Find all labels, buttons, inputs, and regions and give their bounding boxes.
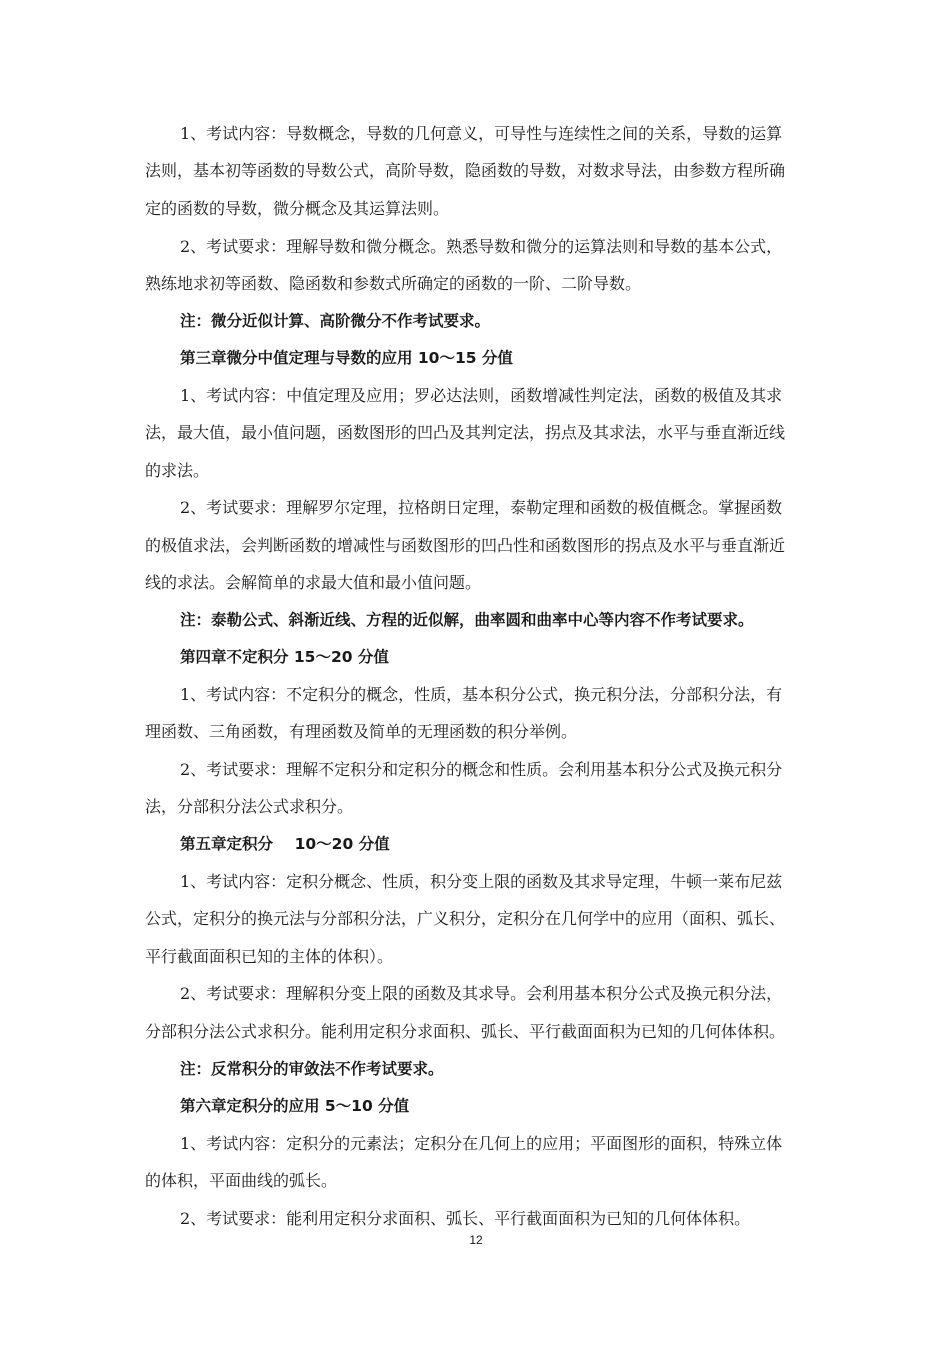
- note-line: 注：微分近似计算、高阶微分不作考试要求。: [180, 312, 491, 330]
- paragraph-line: 2、考试要求：理解导数和微分概念。熟悉导数和微分的运算法则和导数的基本公式，: [180, 237, 783, 256]
- paragraph-line: 1、考试内容：导数概念，导数的几何意义，可导性与连续性之间的关系，导数的运算: [180, 124, 783, 143]
- page-number: 12: [469, 1233, 483, 1247]
- paragraph-line: 法则，基本初等函数的导数公式，高阶导数，隐函数的导数，对数求导法，由参数方程所确: [145, 161, 786, 180]
- paragraph-line: 2、考试要求：理解积分变上限的函数及其求导。会利用基本积分公式及换元积分法，: [180, 984, 783, 1003]
- paragraph-line: 分部积分法公式求积分。能利用定积分求面积、弧长、平行截面面积为已知的几何体体积。: [145, 1022, 786, 1041]
- chapter-heading: 第三章微分中值定理与导数的应用 10～15 分值: [180, 349, 513, 367]
- paragraph-line: 1、考试内容：中值定理及应用；罗必达法则，函数增减性判定法，函数的极值及其求: [180, 386, 783, 405]
- paragraph-line: 法，最大值，最小值问题，函数图形的凹凸及其判定法，拐点及其求法，水平与垂直渐近线: [145, 423, 786, 442]
- chapter-heading: 第四章不定积分 15～20 分值: [180, 648, 389, 666]
- chapter-heading: 第六章定积分的应用 5～10 分值: [180, 1097, 410, 1115]
- paragraph-line: 的求法。: [145, 461, 210, 480]
- paragraph-line: 1、考试内容：定积分概念、性质，积分变上限的函数及其求导定理，牛顿一莱布尼兹: [180, 872, 783, 891]
- note-line: 注：反常积分的审敛法不作考试要求。: [180, 1060, 444, 1078]
- paragraph-line: 的体积，平面曲线的弧长。: [145, 1171, 338, 1190]
- paragraph-line: 理函数、三角函数，有理函数及简单的无理函数的积分举例。: [145, 722, 578, 741]
- paragraph-line: 公式，定积分的换元法与分部积分法，广义积分，定积分在几何学中的应用（面积、弧长、: [145, 909, 786, 928]
- paragraph-line: 平行截面面积已知的主体的体积）。: [145, 947, 394, 966]
- chapter-heading: 第五章定积分 10～20 分值: [180, 835, 390, 853]
- paragraph-line: 2、考试要求：理解罗尔定理，拉格朗日定理，泰勒定理和函数的极值概念。掌握函数: [180, 498, 783, 517]
- paragraph-line: 2、考试要求：能利用定积分求面积、弧长、平行截面面积为已知的几何体体积。: [180, 1209, 751, 1228]
- paragraph-line: 的极值求法，会判断函数的增减性与函数图形的凹凸性和函数图形的拐点及水平与垂直渐近: [145, 536, 786, 555]
- paragraph-line: 1、考试内容：不定积分的概念，性质，基本积分公式，换元积分法，分部积分法，有: [180, 685, 783, 704]
- paragraph-line: 熟练地求初等函数、隐函数和参数式所确定的函数的一阶、二阶导数。: [145, 274, 642, 293]
- paragraph-line: 法，分部积分法公式求积分。: [145, 797, 354, 816]
- paragraph-line: 1、考试内容：定积分的元素法；定积分在几何上的应用；平面图形的面积，特殊立体: [180, 1134, 783, 1153]
- note-line: 注：泰勒公式、斜渐近线、方程的近似解，曲率圆和曲率中心等内容不作考试要求。: [180, 611, 754, 629]
- paragraph-line: 线的求法。会解简单的求最大值和最小值问题。: [145, 573, 482, 592]
- paragraph-line: 定的函数的导数，微分概念及其运算法则。: [145, 199, 450, 218]
- paragraph-line: 2、考试要求：理解不定积分和定积分的概念和性质。会利用基本积分公式及换元积分: [180, 760, 783, 779]
